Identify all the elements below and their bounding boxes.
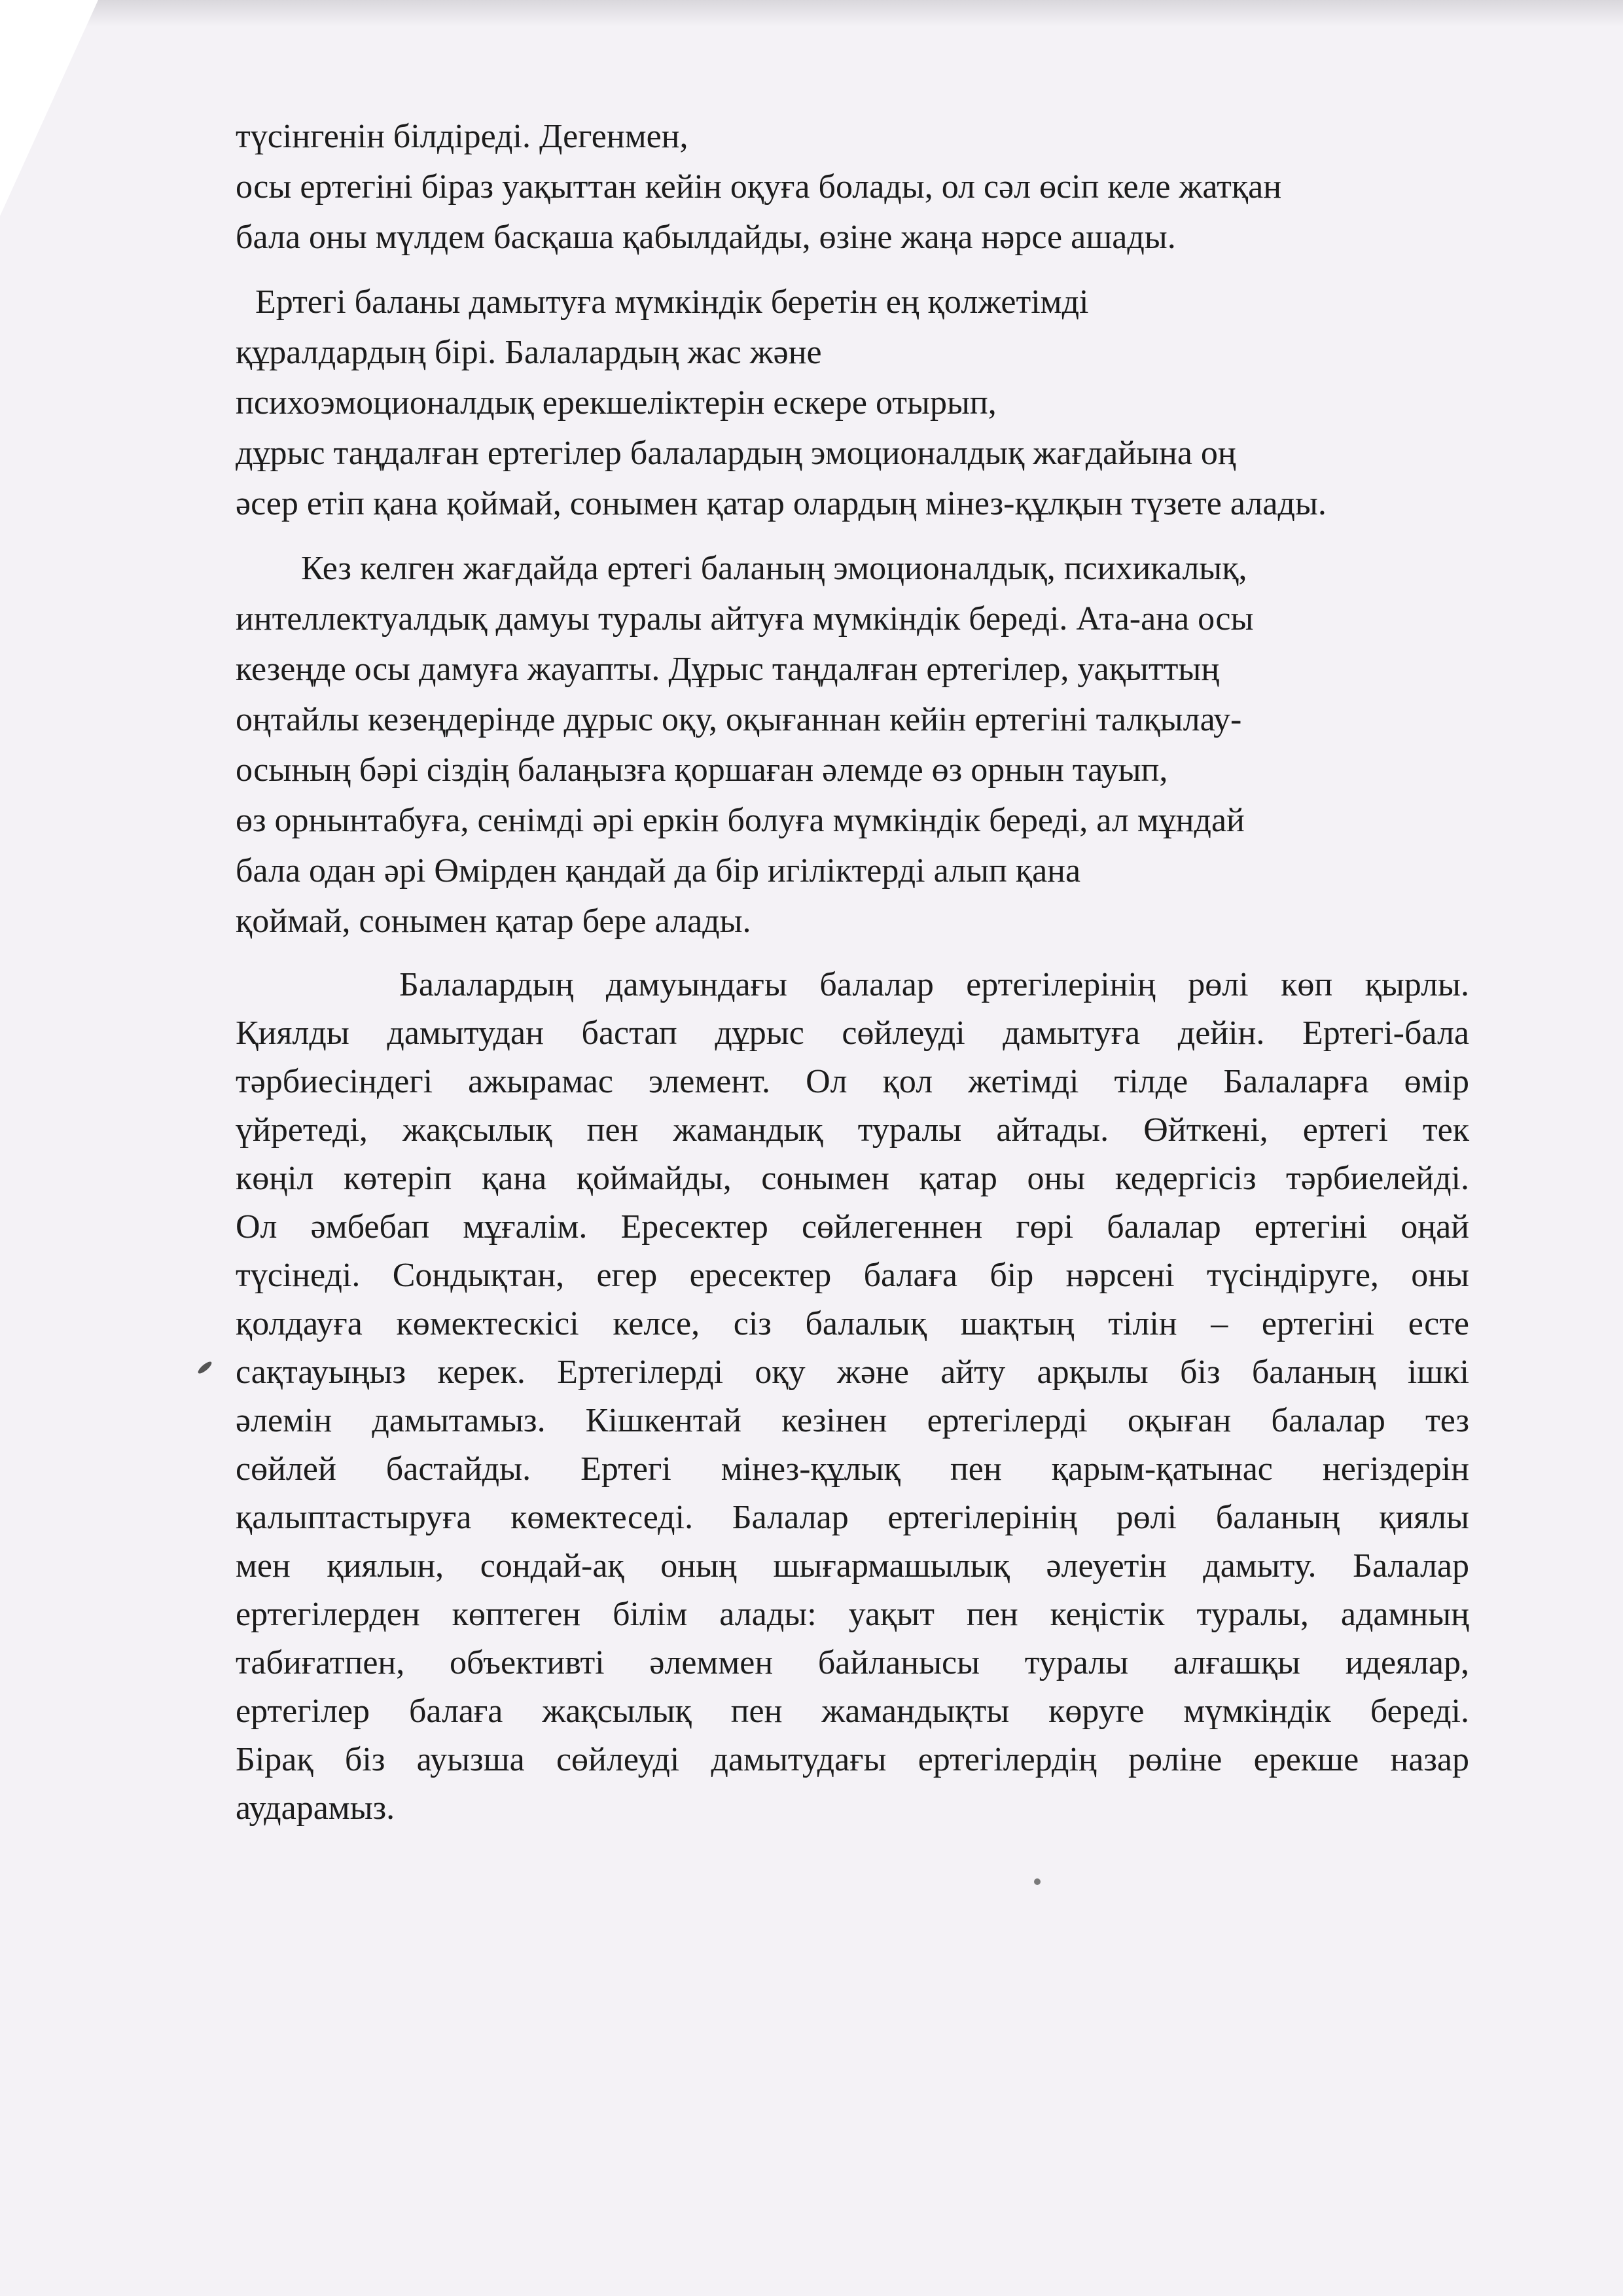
text-line: түсінеді. Сондықтан, егер ересектер балаға бір нәрсені түсіндіруге, оны [236,1257,1469,1294]
text-line: түсінгенін білдіреді. Дегенмен, [236,118,688,155]
text-line: табиғатпен, объективті әлеммен байланысы туралы алғашқы идеялар, [236,1644,1469,1681]
text-line: Ол әмбебап мұғалім. Ересектер сөйлегеннен гөрі балалар ертегіні оңай [236,1208,1469,1246]
text-line: қоймай, сонымен қатар бере алады. [236,903,751,940]
text-line: өз орнынтабуға, сенімді әрі еркін болуға мүмкіндік береді, ал мұндай [236,802,1245,839]
text-line: бала одан әрі Өмірден қандай да бір игіліктерді алып қана [236,852,1081,889]
text-line: тәрбиесіндегі ажырамас элемент. Ол қол жетімді тілде Балаларға өмір [236,1063,1469,1100]
text-line: ертегілер балаға жақсылық пен жамандықты көруге мүмкіндік береді. [236,1693,1469,1730]
text-line: сақтауыңыз керек. Ертегілерді оқу және айту арқылы біз баланың ішкі [236,1354,1469,1391]
text-line: психоэмоционалдық ерекшеліктерін ескере отырып, [236,384,997,422]
text-line: оңтайлы кезеңдерінде дұрыс оқу, оқығаннан кейін ертегіні талқылау- [236,701,1242,738]
text-line: Кез келген жағдайда ертегі баланың эмоционалдық, психикалық, [301,550,1247,587]
text-line: осы ертегіні біраз уақыттан кейін оқуға болады, ол сәл өсіп келе жатқан [236,168,1282,206]
text-line: кезеңде осы дамуға жауапты. Дұрыс таңдалған ертегілер, уақыттың [236,651,1220,688]
paragraph-3 [236,543,1469,946]
text-line: үйретеді, жақсылық пен жамандық туралы айтады. Өйткені, ертегі тек [236,1111,1469,1149]
text-line: ертегілерден көптеген білім алады: уақыт пен кеңістік туралы, адамның [236,1596,1469,1633]
text-line: Ертегі баланы дамытуға мүмкіндік беретін ең қолжетімді [255,283,1089,321]
text-line: көңіл көтеріп қана қоймайды, сонымен қатар оны кедергісіз тәрбиелейді. [236,1160,1469,1197]
scan-speck [196,1360,213,1376]
scan-top-edge [0,0,1623,26]
text-line: қалыптастыруға көмектеседі. Балалар ертегілерінің рөлі баланың қиялы [236,1499,1469,1536]
text-line: осының бәрі сіздің балаңызға қоршаған әлемде өз орнын тауып, [236,751,1168,789]
text-line: Қиялды дамытудан бастап дұрыс сөйлеуді дамытуға дейін. Ертегі-бала [236,1014,1469,1052]
text-line: құралдардың бірі. Балалардың жас және [236,334,822,371]
folded-corner [0,0,98,216]
text-line: аударамыз. [236,1789,395,1827]
text-line: әсер етіп қана қоймай, сонымен қатар олардың мінез-құлқын түзете алады. [236,485,1327,522]
text-line: мен қиялын, сондай-ақ оның шығармашылық әлеуетін дамыту. Балалар [236,1547,1469,1585]
text-line: Бірақ біз ауызша сөйлеуді дамытудағы ертегілердің рөліне ерекше назар [236,1741,1469,1778]
text-line: бала оны мүлдем басқаша қабылдайды, өзіне жаңа нәрсе ашады. [236,219,1176,256]
text-line: қолдауға көмектескісі келсе, сіз балалық шақтың тілін – ертегіні есте [236,1305,1469,1342]
scan-speck [1034,1878,1041,1885]
text-line: интеллектуалдық дамуы туралы айтуға мүмкіндік береді. Ата-ана осы [236,600,1254,637]
text-line: Балалардың дамуындағы балалар ертегілерінің рөлі көп қырлы. [399,966,1469,1003]
text-line: дұрыс таңдалған ертегілер балалардың эмоционалдық жағдайына оң [236,435,1236,472]
paragraph-2 [236,277,1469,529]
paragraph-4 [236,961,1469,1833]
text-line: әлемін дамытамыз. Кішкентай кезінен ертегілерді оқыған балалар тез [236,1402,1469,1439]
paragraph-1 [236,111,1469,262]
document-page [236,111,1469,1833]
text-line: сөйлей бастайды. Ертегі мінез-құлық пен қарым-қатынас негіздерін [236,1450,1469,1488]
